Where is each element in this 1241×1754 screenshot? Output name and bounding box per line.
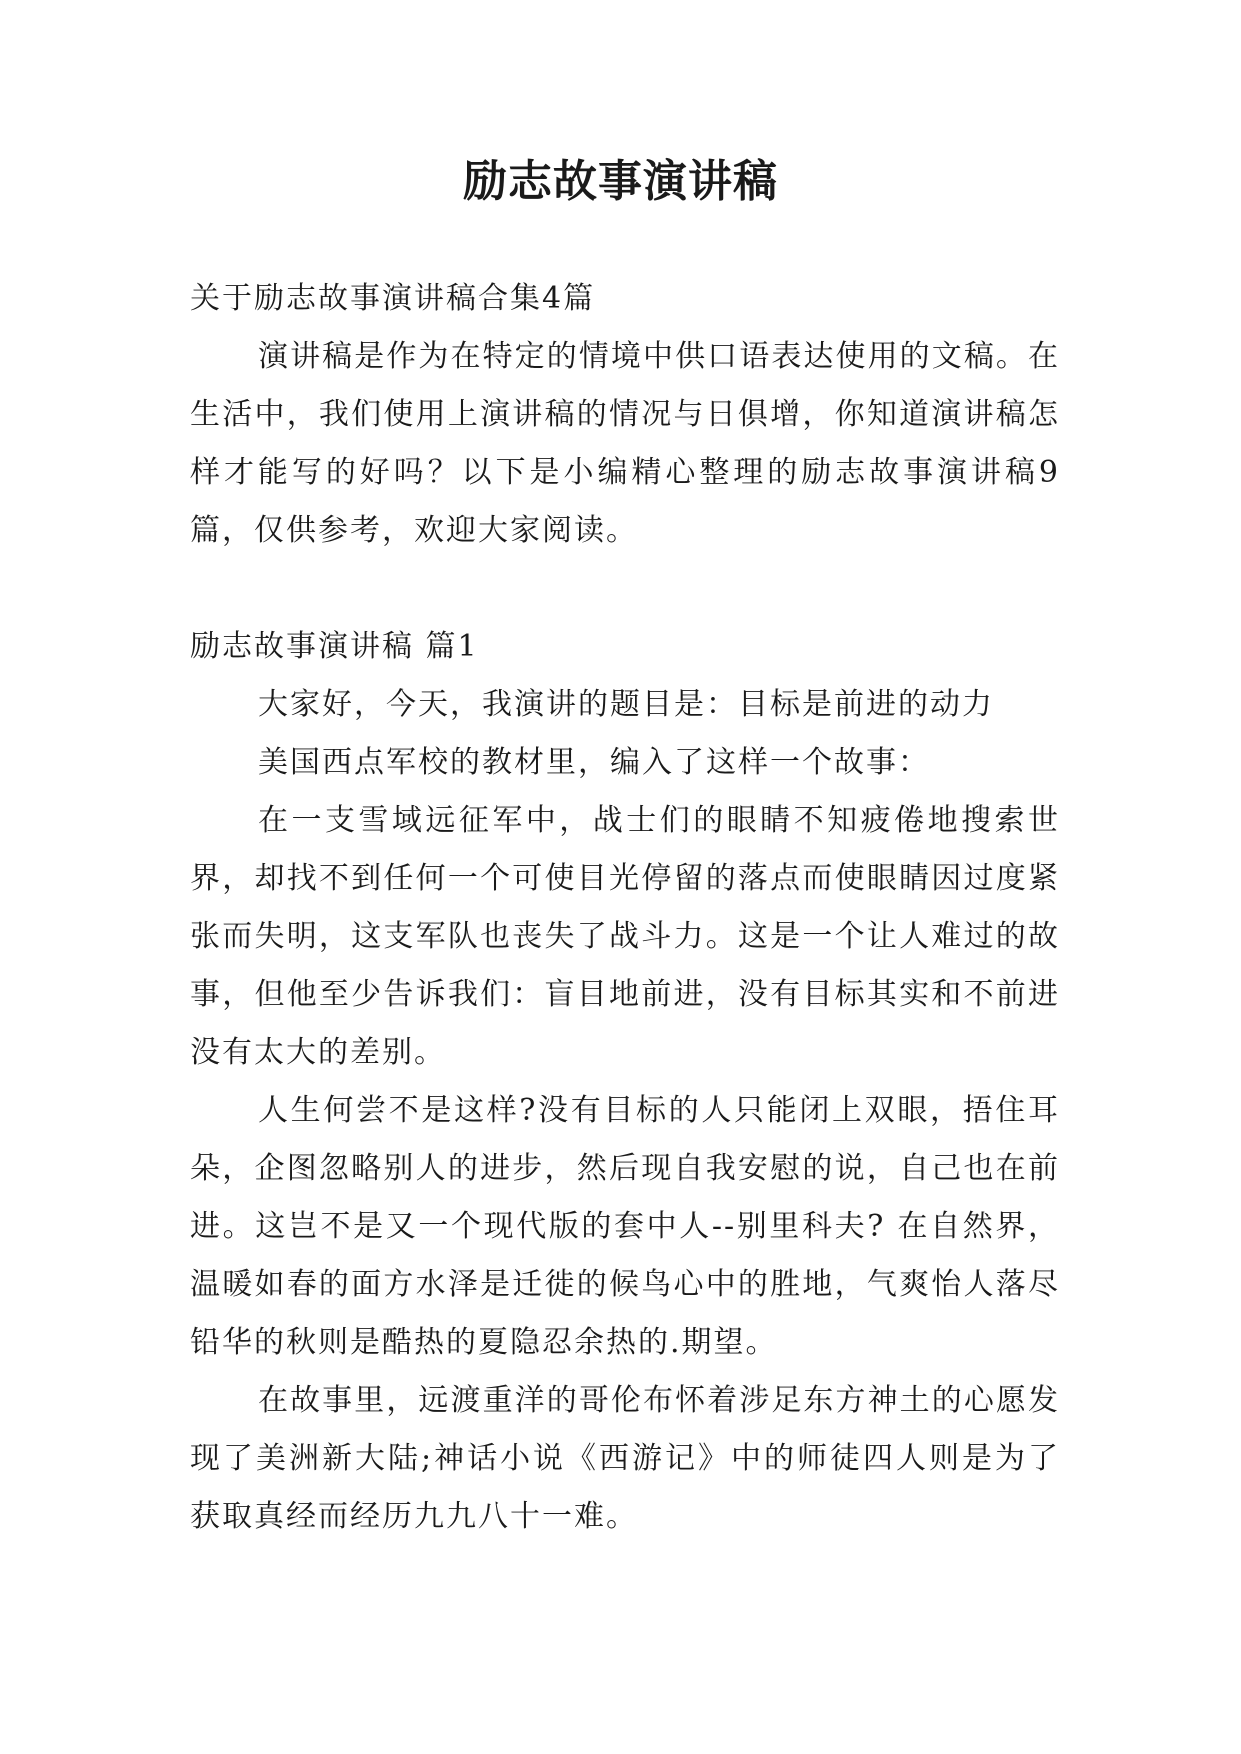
section-heading: 励志故事演讲稿 篇1	[190, 629, 479, 664]
document-body	[190, 270, 1060, 1546]
body-paragraph: 人生何尝不是这样?没有目标的人只能闭上双眼，捂住耳朵，企图忽略别人的进步，然后现自我安慰的说，自己也在前进。这岂不是又一个现代版的套中人--别里科夫? 在自然界，温暖如春的面方水泽是迁徙的候鸟心中的胜地，气爽怡人落尽铅华的秋则是酷热的夏隐忍余热的.期望。	[190, 1093, 1060, 1360]
body-paragraph: 在一支雪域远征军中，战士们的眼睛不知疲倦地搜索世界，却找不到任何一个可使目光停留的落点而使眼睛因过度紧张而失明，这支军队也丧失了战斗力。这是一个让人难过的故事，但他至少告诉我们：盲目地前进，没有目标其实和不前进没有太大的差别。	[190, 803, 1060, 1070]
paragraph-gap	[190, 560, 1060, 618]
body-paragraph: 大家好，今天，我演讲的题目是：目标是前进的动力	[258, 687, 994, 722]
document-title: 励志故事演讲稿	[463, 156, 778, 207]
body-paragraph: 在故事里，远渡重洋的哥伦布怀着涉足东方神土的心愿发现了美洲新大陆;神话小说《西游记》中的师徒四人则是为了获取真经而经历九九八十一难。	[190, 1383, 1060, 1534]
document-subtitle: 关于励志故事演讲稿合集4篇	[190, 281, 596, 316]
intro-paragraph: 演讲稿是作为在特定的情境中供口语表达使用的文稿。在生活中，我们使用上演讲稿的情况与日俱增，你知道演讲稿怎样才能写的好吗？以下是小编精心整理的励志故事演讲稿9篇，仅供参考，欢迎大家阅读。	[190, 339, 1060, 548]
body-paragraph: 美国西点军校的教材里，编入了这样一个故事：	[258, 745, 930, 780]
